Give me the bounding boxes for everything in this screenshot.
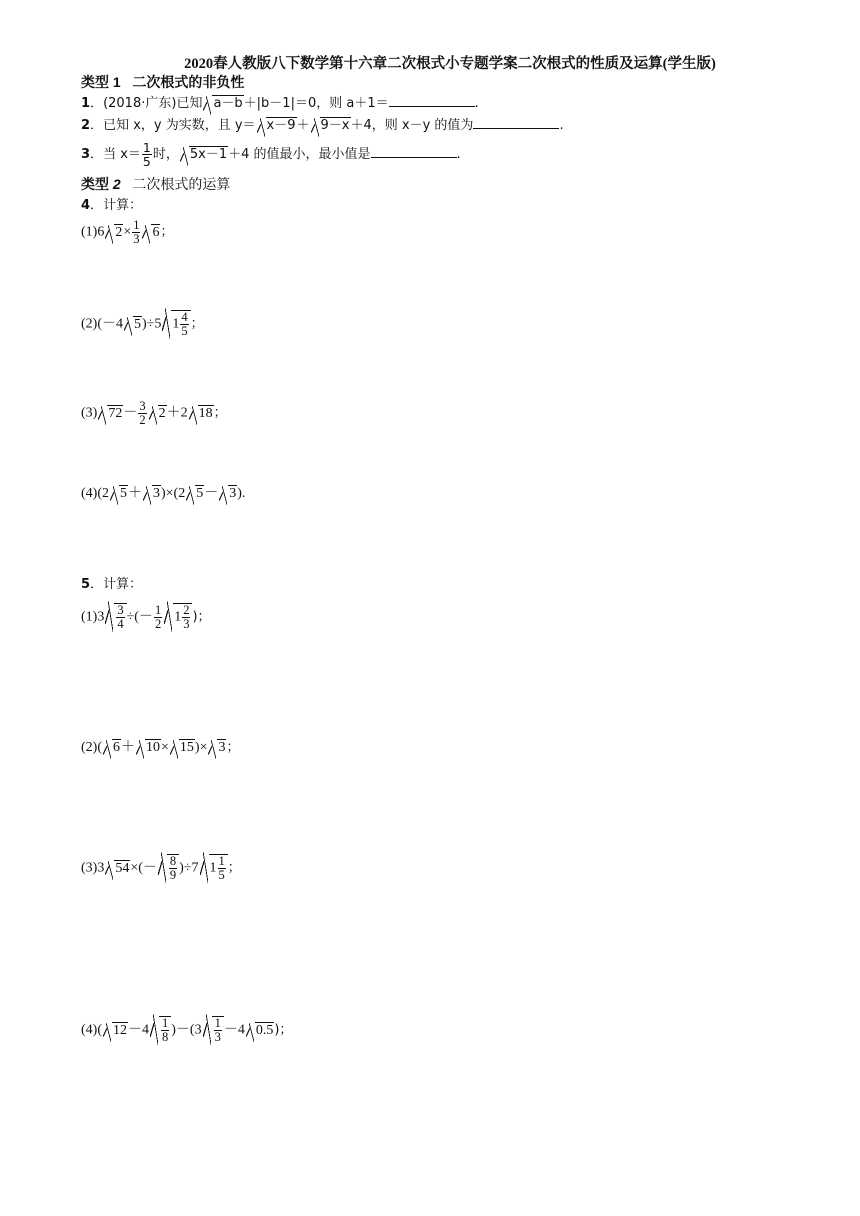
radical [143,484,161,504]
radical [246,1021,275,1041]
radicand: 0.5 [255,1022,274,1038]
radicand [159,1016,171,1044]
operator: ÷(－ [126,609,153,625]
part-tag: (4)( [81,1022,102,1038]
question-end: . [559,118,564,133]
question-3: 3．当 x＝ $\frac{1}{5}$ 时， 5x－1＋4 的值最小，最小值是 . [81,140,461,169]
radicand: 3 [153,486,160,501]
answer-blank[interactable] [371,145,457,158]
radicand: 5 [120,486,127,501]
question-4: 4．计算： [81,198,143,213]
radical [103,738,121,758]
whole-number: 1 [174,609,182,625]
fraction [154,604,162,631]
radical [257,116,297,136]
radicand: 15 [179,740,194,755]
part-end: ； [226,740,240,755]
operator: ＋2 [166,405,188,421]
section-heading-2 [81,174,230,194]
operator: ×(－ [130,860,157,876]
fraction [180,311,188,338]
question-text: ＋4，则 x－y 的值为 [350,118,474,133]
radical [136,738,161,758]
question-text: 当 x＝ [103,147,141,162]
question-number: 2 [81,118,91,133]
radicand [209,854,228,882]
denominator: 2 [154,617,162,631]
operator: )÷7 [179,860,199,876]
whole-number: 1 [172,316,180,332]
radicand: 18 [198,405,213,421]
fraction [116,604,124,631]
radicand: 72 [108,405,123,421]
denominator: 5 [218,868,225,882]
section-heading-1 [81,72,244,92]
question-5: 5．计算： [81,577,143,592]
radicand: 54 [115,860,130,876]
part-tag: (3) [81,405,98,421]
numerator: 1 [162,1016,169,1030]
denominator: 9 [169,868,177,882]
part-end: ). [237,486,246,501]
radicand [173,603,192,631]
operator: － [204,486,219,501]
operator: ＋ [121,740,135,755]
radical [105,603,126,631]
q4-part-2 [81,310,204,338]
radicand [167,854,179,882]
radicand [114,603,126,631]
radical [189,404,214,424]
part-end: ； [160,224,174,240]
question-text: ＋|b－1|＝0，则 a＋1＝ [243,96,389,111]
section-title: 二次根式的非负性 [132,74,245,90]
numerator: 1 [218,854,225,868]
radical [219,484,237,504]
radical [124,315,142,335]
radical [105,223,123,243]
question-text: 时， [152,147,179,162]
section-title: 二次根式的运算 [132,176,231,192]
question-text: 已知 [176,96,203,111]
question-2: 2．已知 x，y 为实数，且 y＝ x－9＋ 9－x＋4，则 x－y 的值为 . [81,116,564,136]
radical [164,603,192,631]
denominator: 2 [139,413,146,427]
radical [186,484,204,504]
operator: )÷5 [142,316,162,332]
fraction [132,219,140,246]
part-tag: (2)(－4 [81,316,123,332]
radical [203,1016,224,1044]
radical [208,738,226,758]
radical [150,1016,171,1044]
answer-blank[interactable] [473,116,559,129]
radicand: 10 [146,740,160,755]
q4-part-4 [81,484,245,504]
radical [203,94,243,114]
numerator: 8 [169,854,177,868]
radicand: 2 [158,405,166,421]
radicand: 3 [229,486,237,501]
numerator: 1 [133,218,140,232]
numerator: 4 [181,310,188,324]
radical [162,310,190,338]
radical [200,854,228,882]
radicand: 9－x [320,118,350,133]
fraction [142,141,152,168]
radicand: x－9 [266,118,296,133]
operator: × [123,224,132,240]
operator: × [161,740,169,755]
numerator: 3 [139,399,146,413]
q4-part-1 [81,219,174,246]
radical [105,859,130,879]
radicand: 2 [115,224,123,240]
denominator: 3 [183,617,190,631]
numerator: 1 [142,140,151,155]
radicand: 3 [218,740,226,755]
denominator: 3 [214,1030,221,1044]
radicand: 5 [196,486,204,501]
denominator: 3 [133,232,140,246]
section-number: 1 [112,74,121,90]
operator: )－(3 [171,1022,202,1038]
fraction [214,1017,222,1044]
question-source: (2018·广东) [103,96,177,111]
denominator: 8 [162,1030,169,1044]
radical [142,223,160,243]
question-1: 1．(2018·广东)已知 a－b＋|b－1|＝0，则 a＋1＝ . [81,94,479,114]
page-title: 2020春人教版八下数学第十六章二次根式小专题学案二次根式的性质及运算(学生版) [184,56,716,72]
numerator: 1 [154,603,162,617]
part-tag: (4)(2 [81,486,109,501]
question-number: 3 [81,147,91,162]
radicand: 5x－1 [189,147,228,162]
answer-blank[interactable] [389,94,475,107]
section-label: 类型 [81,176,109,192]
radical [311,116,351,136]
fraction [161,1017,169,1044]
operator: －4 [223,1022,245,1038]
denominator: 5 [181,324,188,338]
part-end: ； [213,405,227,421]
denominator: 5 [142,154,151,169]
operator: ＋ [296,118,310,133]
denominator: 4 [117,617,124,631]
part-tag: (1)6 [81,224,105,240]
radicand [171,310,190,338]
radicand: 6 [152,224,160,240]
part-end: ； [190,316,204,332]
part-end: )； [274,1022,293,1038]
numerator: 2 [183,603,190,617]
radicand: 6 [113,740,120,755]
numerator: 1 [214,1016,221,1030]
part-tag: (1)3 [81,609,105,625]
radicand: 12 [113,1022,127,1038]
q5-part-4 [81,1016,292,1044]
fraction [138,400,146,427]
question-end: . [456,147,461,162]
operator: )×(2 [161,486,186,501]
radicand: 5 [134,316,141,332]
question-text: 计算： [103,577,143,592]
radical [170,738,195,758]
question-end: . [474,96,479,111]
q5-part-2 [81,738,239,758]
question-number: 4 [81,198,91,213]
q5-part-1 [81,603,211,631]
question-text: 计算： [103,198,143,213]
part-end: )； [192,609,211,625]
part-tag: (3)3 [81,860,105,876]
part-end: ； [227,860,241,876]
radical [110,484,128,504]
whole-number: 1 [209,860,217,876]
operator: －4 [128,1022,149,1038]
radical [149,404,167,424]
q4-part-3 [81,400,227,427]
radical [180,145,228,165]
operator: － [123,405,138,421]
radical [158,854,179,882]
operator: )× [194,740,208,755]
numerator: 3 [117,603,124,617]
question-number: 1 [81,96,91,111]
section-number: 2 [112,176,121,192]
radicand [212,1016,224,1044]
fraction [218,855,226,882]
question-text: ＋4 的值最小，最小值是 [228,147,371,162]
operator: ＋ [128,486,142,501]
part-tag: (2)( [81,740,102,755]
question-text: 已知 x，y 为实数，且 y＝ [103,118,256,133]
fraction [169,855,177,882]
radical [103,1021,128,1041]
q5-part-3 [81,854,241,882]
radical [98,404,123,424]
fraction [182,604,190,631]
radicand: a－b [213,96,243,111]
section-label: 类型 [81,74,109,90]
question-number: 5 [81,577,91,592]
